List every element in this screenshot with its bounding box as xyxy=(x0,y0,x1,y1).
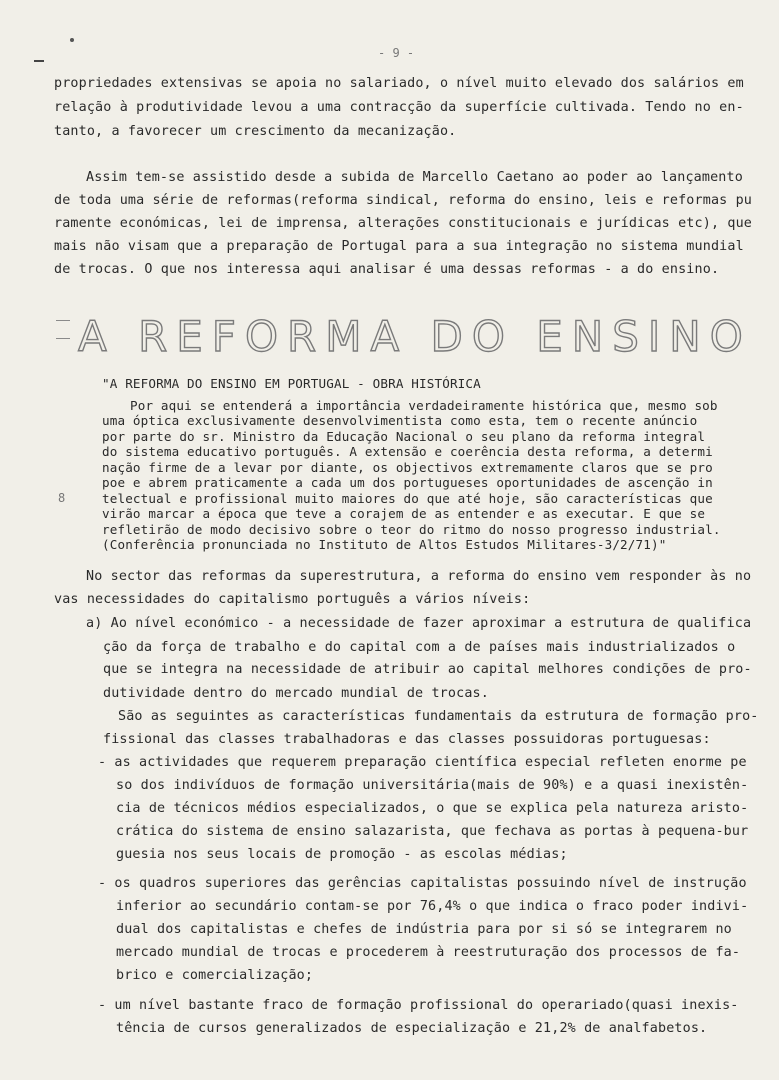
text-line: de toda uma série de reformas(reforma sindical, reforma do ensino, leis e reformas pu xyxy=(54,193,753,208)
bullet-line: dual dos capitalistas e chefes de indústria para por si só se integrarem no xyxy=(116,922,732,937)
section-title-text: A REFORMA DO ENSINO xyxy=(78,312,752,361)
list-item-line: dutividade dentro do mercado mundial de trocas. xyxy=(103,686,489,701)
page-number: - 9 - xyxy=(378,46,415,60)
bullet-line: - as actividades que requerem preparação científica especial refleten enorme pe xyxy=(98,755,747,770)
margin-mark: 8 xyxy=(58,491,66,505)
bullet-line: - os quadros superiores das gerências capitalistas possuindo nível de instrução xyxy=(98,876,747,891)
bullet-line: inferior ao secundário contam-se por 76,4% o que indica o fraco poder indivi- xyxy=(116,899,749,914)
text-line: Assim tem-se assistido desde a subida de Marcello Caetano ao poder ao lançamento xyxy=(86,170,743,185)
quote-line: uma óptica exclusivamente desenvolvimentista como esta, tem o recente anúncio xyxy=(102,413,698,428)
bullet-line: crática do sistema de ensino salazarista, que fechava as portas à pequena-bur xyxy=(116,824,749,839)
bullet-line: cia de técnicos médios especializados, o que se explica pela natureza aristo- xyxy=(116,801,749,816)
bullet-line: so dos indivíduos de formação universitária(mais de 90%) e a quasi inexistên- xyxy=(116,778,749,793)
text-line: tanto, a favorecer um crescimento da mecanização. xyxy=(54,124,457,139)
bullet-line: - um nível bastante fraco de formação profissional do operariado(quasi inexis- xyxy=(98,998,739,1013)
text-line: de trocas. O que nos interessa aqui analisar é uma dessas reformas - a do ensino. xyxy=(54,262,720,277)
quote-line: telectual e profissional muito maiores do que até hoje, são características que xyxy=(102,491,713,506)
text-line: No sector das reformas da superestrutura, a reforma do ensino vem responder às no xyxy=(86,569,752,584)
text-line: fissional das classes trabalhadoras e das classes possuidoras portuguesas: xyxy=(103,732,711,747)
quote-line: (Conferência pronunciada no Instituto de Altos Estudos Militares-3/2/71)" xyxy=(102,537,667,552)
bullet-line: guesia nos seus locais de promoção - as escolas médias; xyxy=(116,847,568,862)
quote-heading: "A REFORMA DO ENSINO EM PORTUGAL - OBRA HISTÓRICA xyxy=(102,376,481,391)
text-line: propriedades extensivas se apoia no salariado, o nível muito elevado dos salários em xyxy=(54,76,744,91)
text-line: mais não visam que a preparação de Portugal para a sua integração no sistema mundial xyxy=(54,239,744,254)
quote-line: nação firme de a levar por diante, os objectivos extremamente claros que se pro xyxy=(102,460,713,475)
bullet-line: brico e comercialização; xyxy=(116,968,314,983)
quote-line: Por aqui se entenderá a importância verdadeiramente histórica que, mesmo sob xyxy=(130,398,718,413)
bullet-line: mercado mundial de trocas e procederem à reestruturação dos processos de fa- xyxy=(116,945,741,960)
margin-dash xyxy=(34,60,44,62)
quote-line: refletirão de modo decisivo sobre o teor do ritmo do nosso progresso industrial. xyxy=(102,522,721,537)
quote-line: virão marcar a época que teve a corajem de as entender e as executar. E que se xyxy=(102,506,706,521)
text-line: São as seguintes as características fundamentais da estrutura de formação pro- xyxy=(118,709,759,724)
text-line: relação à produtividade levou a uma contracção da superfície cultivada. Tendo no en- xyxy=(54,100,744,115)
quote-line: por parte do sr. Ministro da Educação Nacional o seu plano da reforma integral xyxy=(102,429,706,444)
text-line: ramente económicas, lei de imprensa, alterações constitucionais e jurídicas etc), que xyxy=(54,216,753,231)
quote-line: poe e abrem praticamente a cada um dos portugueses oportunidades de ascenção in xyxy=(102,475,713,490)
ink-dot xyxy=(70,38,74,42)
list-item-line: a) Ao nível económico - a necessidade de fazer aproximar a estrutura de qualifica xyxy=(86,616,752,631)
bullet-line: tência de cursos generalizados de especialização e 21,2% de analfabetos. xyxy=(116,1021,708,1036)
list-item-line: que se integra na necessidade de atribuir ao capital melhores condições de pro- xyxy=(103,662,752,677)
list-item-line: ção da força de trabalho e do capital com a de países mais industrializados o xyxy=(103,640,736,655)
text-line: vas necessidades do capitalismo português a vários níveis: xyxy=(54,592,531,607)
section-title xyxy=(56,305,752,361)
quote-line: do sistema educativo português. A extensão e coerência desta reforma, a determi xyxy=(102,444,713,459)
